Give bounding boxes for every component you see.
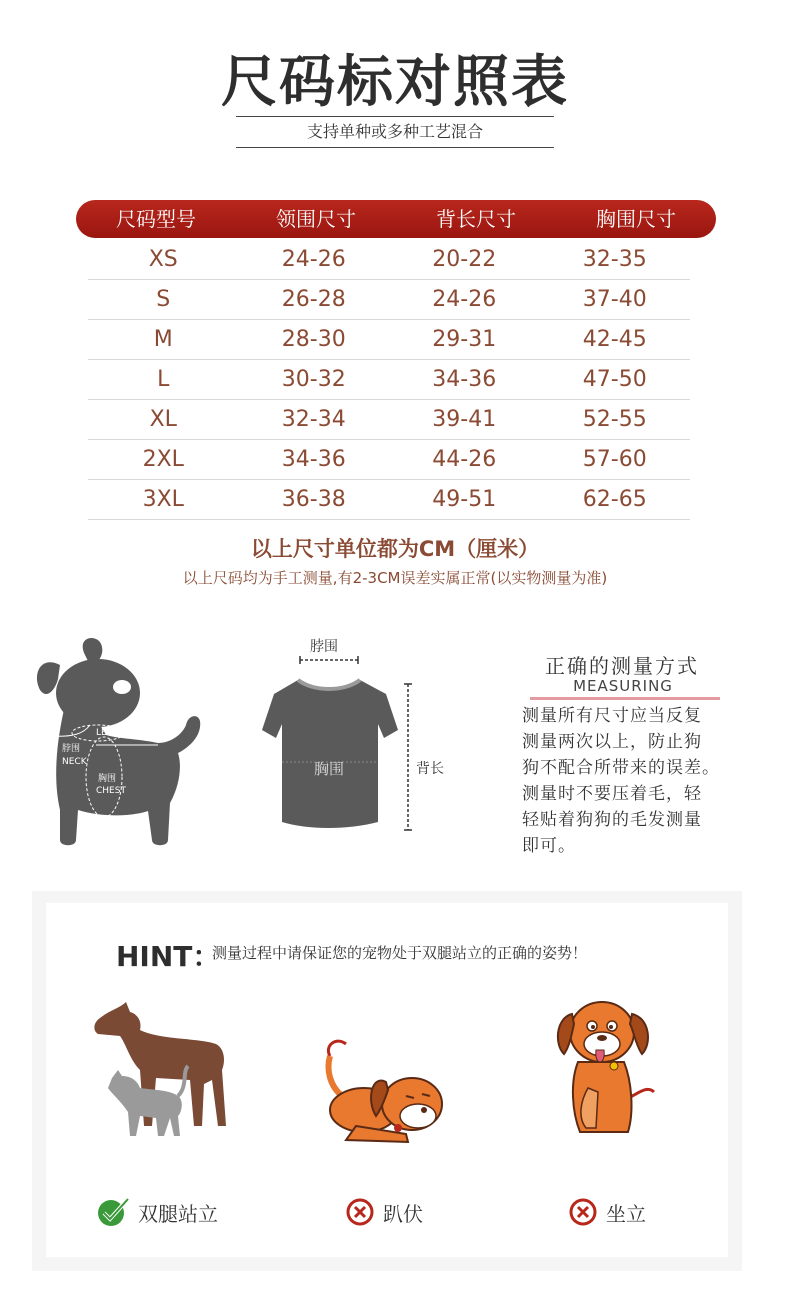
dog-silhouette-icon [30, 635, 210, 850]
unit-note: 以上尺寸单位都为CM（厘米） [250, 537, 540, 561]
table-cell: 26-28 [281, 287, 346, 312]
table-row [88, 480, 690, 520]
size-table-body [88, 240, 690, 520]
instruction-line: 即可。 [522, 836, 576, 856]
table-cell: L [157, 367, 170, 392]
table-row [88, 240, 690, 280]
table-cell: XS [148, 247, 178, 272]
column-header: 领围尺寸 [276, 207, 356, 231]
table-cell: 44-26 [432, 447, 497, 472]
table-row [88, 320, 690, 360]
standing-pets-icon [90, 1000, 240, 1140]
shirt-back-label: 背长 [416, 761, 444, 777]
pose-sitting-caption [568, 1197, 646, 1227]
column-header: 尺码型号 [116, 207, 196, 231]
chest-en-label: CHEST [96, 786, 126, 796]
tolerance-note: 以上尺码均为手工测量,有2-3CM误差实属正常(以实物测量为准) [182, 569, 608, 587]
table-cell: 52-55 [582, 407, 647, 432]
hint-text: 测量过程中请保证您的宠物处于双腿站立的正确的姿势！ [212, 944, 588, 962]
instruction-line: 狗不配合所带来的误差。 [522, 758, 720, 778]
table-cell: 49-51 [432, 487, 497, 512]
table-row [88, 360, 690, 400]
table-cell: 57-60 [582, 447, 647, 472]
shirt-icon [258, 654, 458, 844]
table-cell: 28-30 [281, 327, 346, 352]
table-cell: 47-50 [582, 367, 647, 392]
lying-dog-icon [316, 1030, 456, 1150]
table-cell: 42-45 [582, 327, 647, 352]
page-title: 尺码标对照表 [221, 49, 569, 115]
measuring-subheading: MEASURING [573, 677, 673, 695]
table-cell: 39-41 [432, 407, 497, 432]
shirt-measure-diagram [258, 628, 468, 848]
table-cell: 20-22 [432, 247, 497, 272]
instruction-line: 轻贴着狗狗的毛发测量 [522, 810, 702, 830]
table-cell: 37-40 [582, 287, 647, 312]
pose-lying-caption [345, 1197, 423, 1227]
table-cell: 62-65 [582, 487, 647, 512]
measuring-instructions [522, 703, 762, 859]
table-cell: M [153, 327, 173, 352]
shirt-neck-label: 脖围 [310, 639, 338, 655]
table-cell: S [156, 287, 171, 312]
pose-label: 坐立 [606, 1201, 646, 1226]
table-cell: 36-38 [281, 487, 346, 512]
size-table-header [76, 200, 716, 238]
table-row [88, 280, 690, 320]
dog-measure-diagram [30, 635, 210, 850]
table-cell: 34-36 [432, 367, 497, 392]
table-cell: XL [149, 407, 177, 432]
column-header: 背长尺寸 [436, 207, 516, 231]
neck-en-label: NECK [62, 757, 87, 767]
table-cell: 24-26 [281, 247, 346, 272]
table-cell: 24-26 [432, 287, 497, 312]
table-row [88, 400, 690, 440]
table-cell: 34-36 [281, 447, 346, 472]
table-cell: 30-32 [281, 367, 346, 392]
table-cell: 29-31 [432, 327, 497, 352]
check-icon [96, 1197, 130, 1227]
instruction-line: 测量两次以上，防止狗 [522, 732, 702, 752]
instruction-line: 测量时不要压着毛，轻 [522, 784, 702, 804]
table-row [88, 440, 690, 480]
cross-icon [345, 1197, 375, 1227]
shirt-chest-label: 胸围 [314, 760, 345, 778]
neck-cn-label: 脖围 [62, 744, 81, 754]
measuring-underline [530, 697, 720, 700]
hint-label: HINT： [116, 940, 221, 973]
length-label: LENGTH背长 [96, 728, 151, 738]
page-subtitle: 支持单种或多种工艺混合 [236, 116, 554, 148]
column-header: 胸围尺寸 [596, 207, 676, 231]
table-cell: 3XL [142, 487, 184, 512]
pose-standing-caption [96, 1197, 218, 1227]
sitting-dog-icon [550, 992, 670, 1142]
table-cell: 2XL [142, 447, 184, 472]
table-cell: 32-35 [582, 247, 647, 272]
measuring-heading: 正确的测量方式 [545, 654, 699, 678]
pose-label: 趴伏 [383, 1201, 423, 1226]
chest-cn-label: 胸围 [98, 774, 117, 784]
cross-icon [568, 1197, 598, 1227]
instruction-line: 测量所有尺寸应当反复 [522, 706, 702, 726]
pose-label: 双腿站立 [138, 1201, 218, 1226]
table-cell: 32-34 [281, 407, 346, 432]
